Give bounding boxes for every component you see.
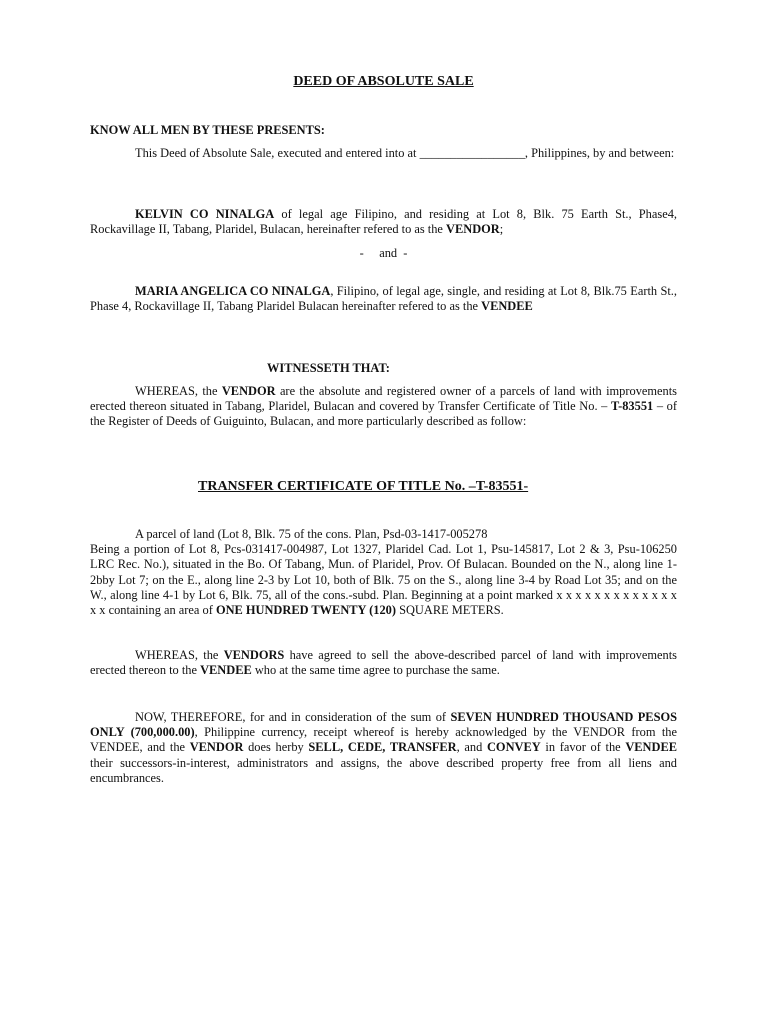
- now-text-d: , and: [456, 740, 483, 755]
- now-vendor: VENDOR: [189, 740, 244, 755]
- whereas2-text-a: WHEREAS, the: [135, 648, 219, 662]
- vendor-text: of legal age Filipino, and residing at Lot 8, Blk. 75 Earth St., Phase4, Rockavillage II, Tabang, Plaridel, Bulacan, hereinafter refered to as the: [90, 207, 677, 237]
- vendee-role: VENDEE: [481, 299, 533, 314]
- whereas1-text-b: are the absolute and registered owner of a parcels of land with improvements erected thereon situated in Tabang, Plaridel, Bulacan and covered by Transfer Certificate of Title No. –: [90, 384, 677, 414]
- vendee-text: , Filipino, of legal age, single, and residing at Lot 8, Blk.75 Earth St., Phase 4, Rockavillage II, Tabang Plaridel Bulacan hereinafter refered to as the: [90, 284, 677, 314]
- vendor-name: KELVIN CO NINALGA: [135, 207, 275, 221]
- vendee-name: MARIA ANGELICA CO NINALGA: [135, 284, 331, 298]
- whereas1-tct: T-83551: [610, 399, 654, 414]
- vendor-end: ;: [499, 222, 504, 237]
- and-separator: - and -: [359, 246, 408, 260]
- place-blank: _________________,: [419, 146, 528, 160]
- now-verbs-b: CONVEY: [486, 740, 541, 755]
- witnesseth-heading: WITNESSETH THAT:: [267, 361, 390, 375]
- intro-text-b: Philippines, by and between:: [531, 146, 675, 160]
- consideration-paragraph: [90, 710, 677, 786]
- parcel-text-b: SQUARE METERS.: [399, 603, 504, 618]
- now-verbs-a: SELL, CEDE, TRANSFER: [308, 740, 457, 755]
- now-sum: SEVEN HUNDRED THOUSAND PESOS ONLY (700,000.00): [90, 710, 677, 740]
- vendor-role: VENDOR: [446, 222, 500, 237]
- document-title: DEED OF ABSOLUTE SALE: [293, 74, 474, 89]
- now-text-a: NOW, THEREFORE, for and in consideration of the sum of: [135, 710, 447, 724]
- parcel-text-a: Being a portion of Lot 8, Pcs-031417-004987, Lot 1327, Plaridel Cad. Lot 1, Psu-145817, Lot 2 & 3, Psu-106250 LRC Rec. No.), situated in the Bo. Of Tabang, Mun. of Plaridel, Prov. Of Bulacan. Bounded on the N., along line 1-2bby Lot 7; on the E., along line 2-3 by Lot 10, both of Blk. 75 on the S., along line 3-4 by Road Lot 35; and on the W., along line 4-1 by Lot 6, Blk. 75, all of the cons.-subd. Plan. Beginning at a point marked x x x x x x x x x x x x x x x containing an area of: [90, 542, 677, 618]
- parcel-area: ONE HUNDRED TWENTY (120): [215, 603, 396, 618]
- whereas-paragraph-1: [90, 384, 677, 430]
- now-text-b: , Philippine currency, receipt whereof is hereby acknowledged by the VENDOR from the VENDEE, and the: [90, 725, 677, 755]
- whereas2-text-c: who at the same time agree to purchase the same.: [254, 663, 500, 678]
- whereas2-vendee: VENDEE: [200, 663, 252, 678]
- whereas-paragraph-2: [90, 648, 677, 678]
- whereas2-text-b: have agreed to sell the above-described parcel of land with improvements erected thereon to the: [90, 648, 677, 678]
- intro-text-a: This Deed of Absolute Sale, executed and entered into at: [135, 146, 417, 160]
- intro-paragraph: [90, 146, 677, 161]
- intro-heading: KNOW ALL MEN BY THESE PRESENTS:: [90, 123, 325, 137]
- whereas1-vendor: VENDOR: [221, 384, 276, 398]
- parcel-line-1: A parcel of land (Lot 8, Blk. 75 of the cons. Plan, Psd-03-1417-005278: [135, 527, 488, 541]
- now-text-c: does herby: [248, 740, 304, 755]
- vendor-paragraph: [90, 207, 677, 237]
- parcel-paragraph: [90, 527, 677, 618]
- whereas1-text-c: – of the Register of Deeds of Guiguinto, Bulacan, and more particularly described as follow:: [90, 399, 677, 429]
- whereas2-vendors: VENDORS: [223, 648, 285, 662]
- now-text-e: in favor of the: [545, 740, 621, 755]
- whereas1-text-a: WHEREAS, the: [135, 384, 218, 398]
- vendee-paragraph: [90, 284, 677, 314]
- now-text-f: their successors-in-interest, administrators and assigns, the above described property free from all liens and encumbrances.: [90, 755, 677, 785]
- now-vendee: VENDEE: [625, 740, 677, 755]
- tct-heading: TRANSFER CERTIFICATE OF TITLE No. –T-83551-: [198, 479, 529, 494]
